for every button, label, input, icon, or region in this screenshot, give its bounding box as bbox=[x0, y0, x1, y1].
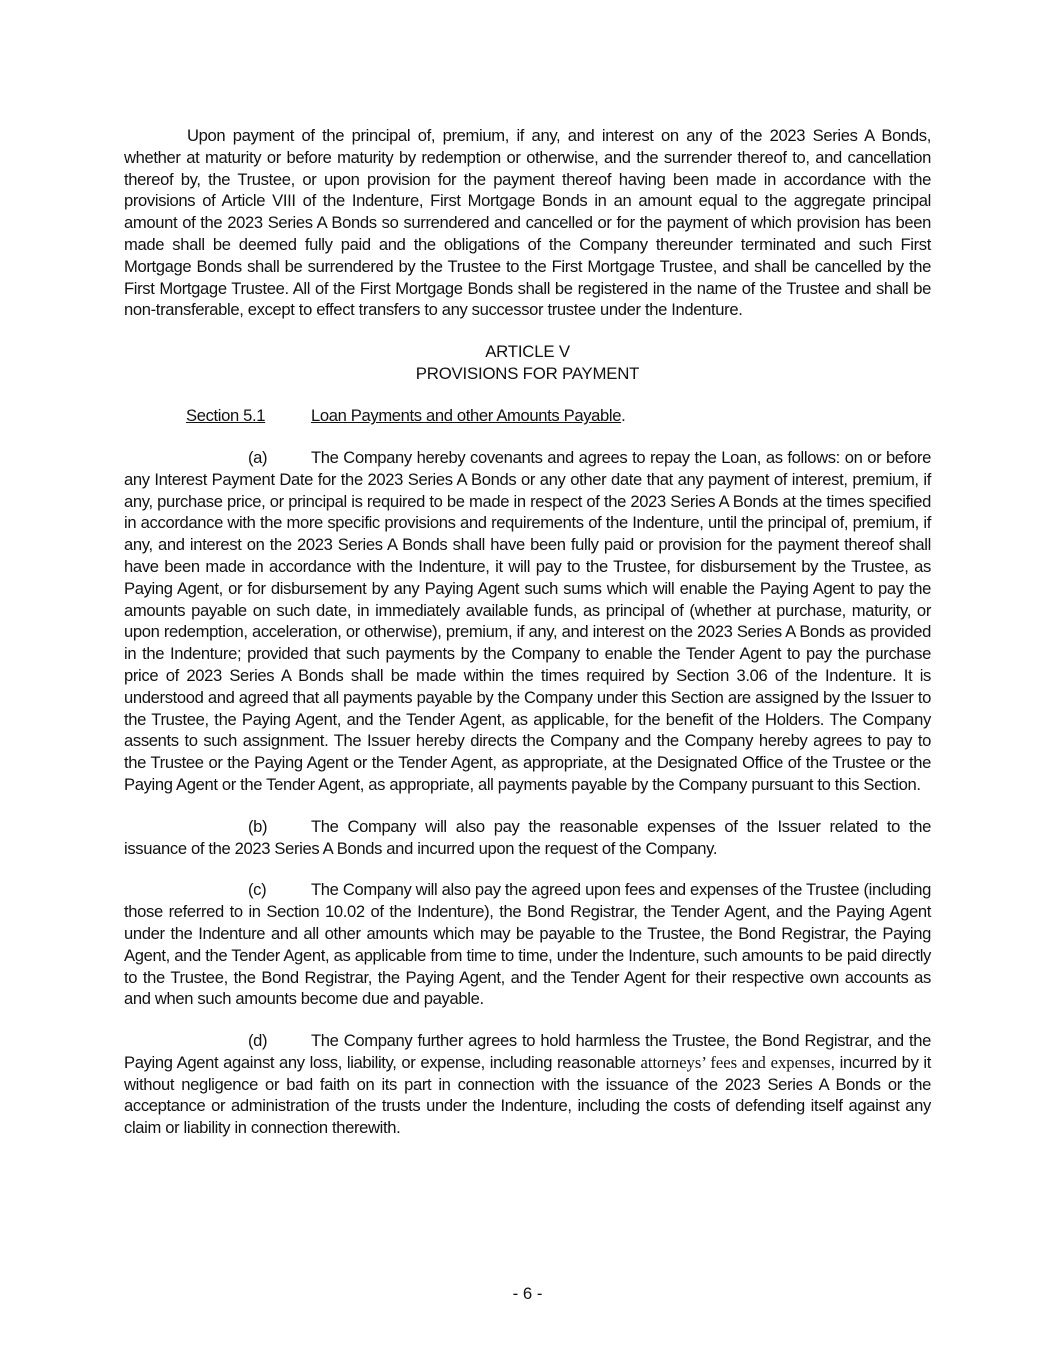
article-heading bbox=[124, 341, 931, 385]
paragraph-b-text: The Company will also pay the reasonable expenses of the Issuer related to the issuance of the 2023 Series A Bonds and incurred upon the request of the Company. bbox=[124, 816, 931, 858]
paragraph-a bbox=[124, 447, 931, 796]
paragraph-b-label: (b) bbox=[248, 816, 268, 836]
page-number: - 6 - bbox=[512, 1284, 543, 1303]
article-number: ARTICLE V bbox=[485, 342, 570, 362]
paragraph-a-text: The Company hereby covenants and agrees to repay the Loan, as follows: on or before any Interest Payment Date for the 2023 Series A Bonds or any other date that any payment of interest, premium, if any, purchase price, or principal is required to be made in respect of the 2023 Series A Bonds at the times specified in accordance with the more specific provisions and requirements of the Indenture, until the principal of, premium, if any, and interest on the 2023 Series A Bonds shall have been fully paid or provision for the payment thereof shall have been made in accordance with the Indenture, it will pay to the Trustee, for disbursement by the Trustee, as Paying Agent, or for disbursement by any Paying Agent such sums which will enable the Paying Agent to pay the amounts payable on such date, in immediately available funds, as principal of (whether at purchase, maturity, or upon redemption, acceleration, or otherwise), premium, if any, and interest on the 2023 Series A Bonds as provided in the Indenture; provided that such payments by the Company to enable the Tender Agent to pay the purchase price of 2023 Series A Bonds shall be made within the times required by Section 3.06 of the Indenture. It is understood and agreed that all payments payable by the Company under this Section are assigned by the Issuer to the Trustee, the Paying Agent, and the Tender Agent, as applicable, for the benefit of the Holders. The Company assents to such assignment. The Issuer hereby directs the Company and the Company hereby agrees to pay to the Trustee or the Paying Agent or the Tender Agent, as appropriate, at the Designated Office of the Trustee or the Paying Agent or the Tender Agent, as appropriate, all payments payable by the Company pursuant to this Section. bbox=[124, 447, 931, 794]
paragraph-d-label: (d) bbox=[248, 1031, 268, 1051]
paragraph-b bbox=[124, 816, 931, 860]
section-title-period: . bbox=[621, 406, 626, 426]
article-title: PROVISIONS FOR PAYMENT bbox=[415, 364, 640, 384]
paragraph-c bbox=[124, 879, 931, 1010]
paragraph-c-label: (c) bbox=[248, 880, 267, 900]
section-heading bbox=[186, 405, 931, 427]
section-title: Loan Payments and other Amounts Payable bbox=[311, 406, 622, 426]
intro-paragraph: Upon payment of the principal of, premium, if any, and interest on any of the 2023 Series A Bonds, whether at maturity or before maturity by redemption or otherwise, and the surrender thereof to, and cancellation thereof by, the Trustee, or upon provision for the payment thereof having been made in accordance with the provisions of Article VIII of the Indenture, First Mortgage Bonds in an amount equal to the aggregate principal amount of the 2023 Series A Bonds so surrendered and cancelled or for the payment of which provision has been made shall be deemed fully paid and the obligations of the Company thereunder terminated and such First Mortgage Bonds shall be surrendered by the Trustee to the First Mortgage Trustee, and shall be cancelled by the First Mortgage Trustee. All of the First Mortgage Bonds shall be registered in the name of the Trustee and shall be non-transferable, except to effect transfers to any successor trustee under the Indenture. bbox=[124, 126, 931, 320]
paragraph-a-label: (a) bbox=[248, 447, 268, 467]
section-number: Section 5.1 bbox=[186, 406, 266, 426]
paragraph-d-text-serif: attorneys’ fees and expenses bbox=[640, 1052, 831, 1072]
paragraph-c-text: The Company will also pay the agreed upon fees and expenses of the Trustee (including those referred to in Section 10.02 of the Indenture), the Bond Registrar, the Tender Agent, and the Paying Agent under the Indenture and all other amounts which may be payable to the Trustee, the Bond Registrar, the Paying Agent, and the Tender Agent, as applicable from time to time, under the Indenture, such amounts to be paid directly to the Trustee, the Bond Registrar, the Paying Agent, and the Tender Agent for their respective own accounts as and when such amounts become due and payable. bbox=[124, 880, 931, 1009]
paragraph-d bbox=[124, 1030, 931, 1139]
paragraph-d-text-before: The Company further agrees to hold harmless the Trustee, the Bond Registrar, and the Paying Agent against any loss, liability, or expense, including reasonable bbox=[124, 1031, 931, 1072]
document-page bbox=[124, 125, 931, 1139]
paragraph-d-text-after: , incurred by it without negligence or bad faith on its part in connection with the issuance of the 2023 Series A Bonds or the acceptance or administration of the trusts under the Indenture, including the costs of defending itself against any claim or liability in connection therewith. bbox=[124, 1052, 931, 1138]
